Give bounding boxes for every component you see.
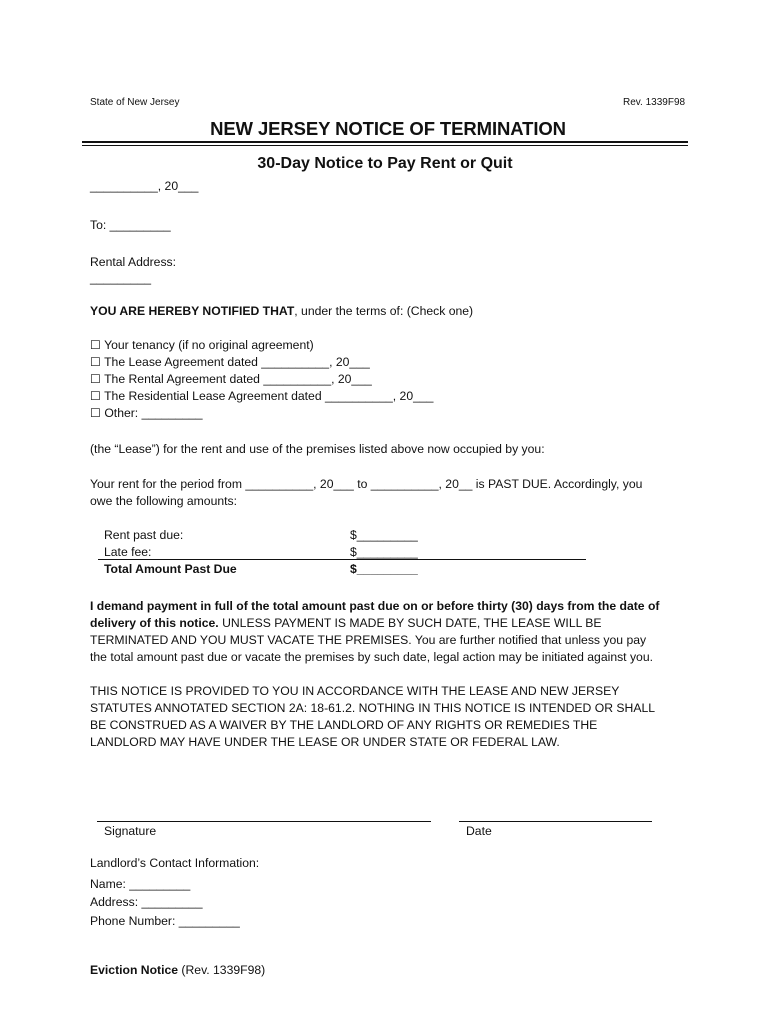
option-item[interactable] [90, 337, 433, 354]
checkbox-icon[interactable]: ☐ [90, 406, 101, 420]
total-divider [98, 559, 586, 560]
footer-bold: Eviction Notice [90, 963, 179, 977]
title-rule-thin [82, 145, 688, 146]
option-text: The Residential Lease Agreement dated __________, 20___ [104, 389, 434, 403]
rent-period-paragraph [90, 476, 642, 510]
total-label: Total Amount Past Due [104, 562, 237, 576]
total-value: $_________ [350, 562, 418, 576]
signature-label: Signature [104, 824, 157, 838]
contact-address: Address: _________ [90, 895, 203, 909]
notified-statement [90, 303, 473, 320]
option-item[interactable] [90, 371, 433, 388]
demand-paragraph [90, 598, 659, 666]
rental-address-blank: _________ [90, 271, 152, 285]
notified-rest: , under the terms of: (Check one) [294, 304, 474, 318]
date-line: __________, 20___ [90, 179, 199, 193]
demand-line: I demand payment in full of the total amount past due on or before thirty (30) days from the date of [90, 599, 660, 613]
option-item[interactable] [90, 405, 433, 422]
lease-line: (the “Lease”) for the rent and use of the premises listed above now occupied by you: [90, 442, 545, 456]
demand-bold: delivery of this notice. [90, 616, 219, 630]
late-fee-label: Late fee: [104, 545, 152, 559]
contact-phone: Phone Number: _________ [90, 914, 240, 928]
footer-rest: (Rev. 1339F98) [178, 963, 266, 977]
option-item[interactable] [90, 354, 433, 371]
statute-line: STATUTES ANNOTATED SECTION 2A: 18-61.2. NOTHING IN THIS NOTICE IS INTENDED OR SHALL [90, 701, 656, 715]
statute-line: THIS NOTICE IS PROVIDED TO YOU IN ACCORDANCE WITH THE LEASE AND NEW JERSEY [90, 684, 620, 698]
demand-line: TERMINATED AND YOU MUST VACATE THE PREMISES. You are further notified that unless you pay [90, 633, 647, 647]
date-label: Date [466, 824, 492, 838]
statute-line: BE CONSTRUED AS A WAIVER BY THE LANDLORD OF ANY RIGHTS OR REMEDIES THE [90, 718, 598, 732]
option-text: The Lease Agreement dated __________, 20___ [104, 355, 370, 369]
footer [90, 962, 265, 979]
option-text: Other: _________ [104, 406, 203, 420]
check-options [90, 337, 433, 422]
notified-bold: YOU ARE HEREBY NOTIFIED THAT [90, 304, 295, 318]
rent-period-line: Your rent for the period from __________, 20___ to __________, 20__ is PAST DUE. Accordingly, you [90, 477, 643, 491]
option-text: The Rental Agreement dated __________, 20___ [104, 372, 372, 386]
option-item[interactable] [90, 388, 433, 405]
demand-rest: UNLESS PAYMENT IS MADE BY SUCH DATE, THE LEASE WILL BE [218, 616, 602, 630]
rent-period-line: owe the following amounts: [90, 494, 238, 508]
checkbox-icon[interactable]: ☐ [90, 338, 101, 352]
rental-address-label: Rental Address: [90, 255, 177, 269]
option-text: Your tenancy (if no original agreement) [104, 338, 314, 352]
date-signature-line[interactable] [459, 821, 652, 822]
demand-line: the total amount past due or vacate the premises by such date, legal action may be initiated against you. [90, 650, 653, 664]
rent-past-due-value: $_________ [350, 528, 418, 542]
document-subtitle: 30-Day Notice to Pay Rent or Quit [257, 155, 513, 172]
document-title: NEW JERSEY NOTICE OF TERMINATION [210, 118, 566, 139]
state-label: State of New Jersey [90, 97, 180, 108]
revision-label: Rev. 1339F98 [623, 97, 686, 108]
title-rule-thick [82, 141, 688, 143]
signature-line[interactable] [97, 821, 431, 822]
rent-past-due-label: Rent past due: [104, 528, 184, 542]
statute-paragraph [90, 683, 655, 751]
checkbox-icon[interactable]: ☐ [90, 389, 101, 403]
contact-name: Name: _________ [90, 877, 191, 891]
checkbox-icon[interactable]: ☐ [90, 372, 101, 386]
checkbox-icon[interactable]: ☐ [90, 355, 101, 369]
contact-heading: Landlord’s Contact Information: [90, 856, 260, 870]
demand-line [90, 615, 659, 632]
to-line: To: _________ [90, 218, 171, 232]
statute-line: LANDLORD MAY HAVE UNDER THE LEASE OR UNDER STATE OR FEDERAL LAW. [90, 735, 560, 749]
late-fee-value: $_________ [350, 545, 418, 559]
